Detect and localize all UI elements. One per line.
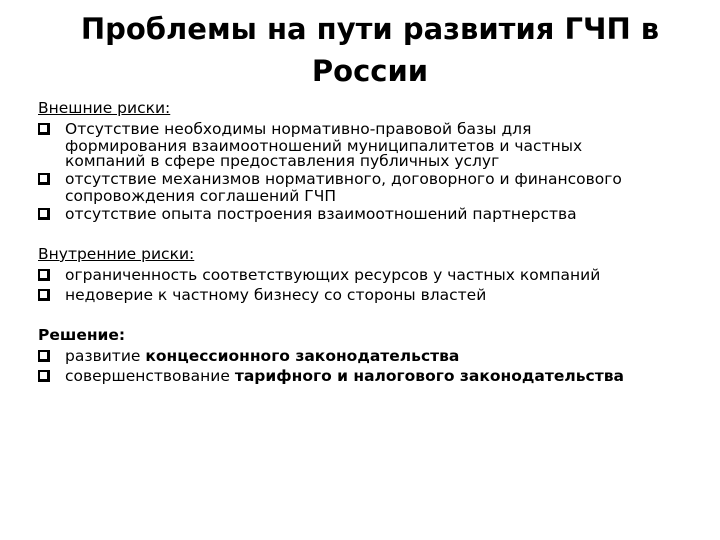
solution-list — [38, 346, 714, 386]
internal-risks-list — [38, 265, 714, 305]
list-item — [38, 204, 714, 224]
solution-heading: Решение: — [38, 326, 126, 344]
list-item-text — [65, 346, 714, 366]
list-item-text: недоверие к частному бизнесу со стороны властей — [65, 286, 487, 304]
list-item — [38, 366, 714, 386]
title-line-1: Проблемы на пути развития ГЧП в — [80, 12, 660, 46]
checkbox-bullet-icon — [38, 269, 50, 281]
list-item — [38, 119, 714, 169]
list-item-prefix: совершенствование — [65, 367, 235, 385]
list-item-text: ограниченность соответствующих ресурсов у частных компаний — [65, 266, 601, 284]
slide-title — [40, 8, 700, 92]
slide-content — [38, 98, 714, 386]
list-item-emphasis: тарифного и налогового законодательства — [234, 367, 624, 385]
list-item — [38, 265, 714, 285]
list-item-prefix: развитие — [65, 347, 146, 365]
external-risks-section — [38, 98, 714, 224]
list-item-text: сопровождения соглашений ГЧП — [65, 187, 336, 205]
title-line-2: России — [311, 54, 429, 88]
checkbox-bullet-icon — [38, 173, 50, 185]
list-item — [38, 285, 714, 305]
external-risks-heading: Внешние риски: — [38, 99, 171, 117]
solution-section — [38, 325, 714, 386]
external-risks-list — [38, 119, 714, 224]
list-item-text — [65, 366, 714, 386]
internal-risks-heading: Внутренние риски: — [38, 245, 195, 263]
checkbox-bullet-icon — [38, 289, 50, 301]
list-item — [38, 169, 714, 204]
list-item-text: компаний в сфере предоставления публичных услуг — [65, 152, 500, 170]
list-item-text: отсутствие опыта построения взаимоотношений партнерства — [65, 205, 577, 223]
list-item-emphasis: концессионного законодательства — [145, 347, 460, 365]
list-item — [38, 346, 714, 366]
checkbox-bullet-icon — [38, 208, 50, 220]
checkbox-bullet-icon — [38, 350, 50, 362]
list-item-text: отсутствие механизмов нормативного, договорного и финансового — [65, 170, 622, 188]
checkbox-bullet-icon — [38, 123, 50, 135]
list-item-text: формирования взаимоотношений муниципалитетов и частных — [65, 137, 583, 155]
list-item-text: Отсутствие необходимы нормативно-правовой базы для — [65, 120, 532, 138]
checkbox-bullet-icon — [38, 370, 50, 382]
internal-risks-section — [38, 244, 714, 305]
